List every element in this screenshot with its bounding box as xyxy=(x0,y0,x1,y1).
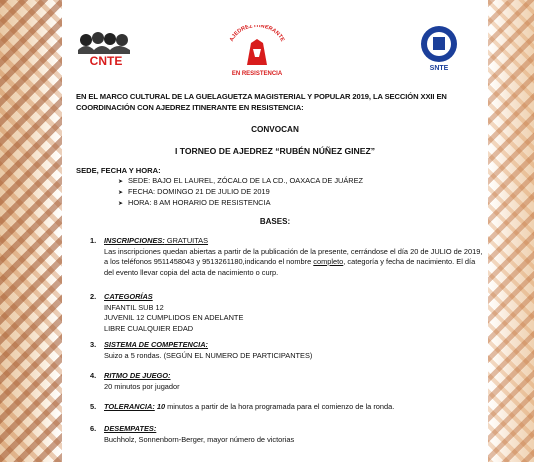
section-sistema: 3. SISTEMA DE COMPETENCIA: Suizo a 5 rondas. (SEGÚN EL NUMERO DE PARTICIPANTES) xyxy=(90,340,313,360)
tournament-title: I TORNEO DE AJEDREZ “RUBÉN NÚÑEZ GINEZ” xyxy=(174,146,376,156)
arrow-bullet-icon: ➤ xyxy=(118,190,124,196)
convocan-heading: CONVOCAN xyxy=(251,125,299,134)
svg-text:CNTE: CNTE xyxy=(89,54,123,68)
list-item: ➤ FECHA: DOMINGO 21 DE JULIO DE 2019 xyxy=(118,187,270,196)
section-ritmo: 4. RITMO DE JUEGO: 20 minutos por jugador xyxy=(90,371,180,391)
arrow-bullet-icon: ➤ xyxy=(118,201,124,207)
svg-text:AJEDREZ ITINERANTE: AJEDREZ ITINERANTE xyxy=(228,25,286,43)
section-inscripciones: 1. INSCRIPCIONES: GRATUITAS Las inscripciones quedan abiertas a partir de la publicación de la presente, cerrándose el día 20 de JULIO de 2019, a los teléfonos 9511458043 y 9513261180,indicando el nombre completo, categoría y fecha de nacimiento. El día del evento llevar copia del acta de nacimiento o curp. xyxy=(90,236,483,277)
section-heading: RITMO DE JUEGO: xyxy=(104,371,171,380)
section-heading: CATEGORÍAS xyxy=(104,292,153,301)
document-page xyxy=(62,0,488,462)
intro-paragraph: EN EL MARCO CULTURAL DE LA GUELAGUETZA MAGISTERIAL Y POPULAR 2019, LA SECCIÓN XXII EN COORDINACIÓN CON AJEDREZ ITINERANTE EN RESISTENCIA: xyxy=(76,92,447,112)
decorative-border-right xyxy=(488,0,534,462)
section-heading: SISTEMA DE COMPETENCIA: xyxy=(104,340,209,349)
ajedrez-itinerante-logo xyxy=(223,25,291,79)
list-item: ➤ SEDE: BAJO EL LAUREL, ZÓCALO DE LA CD., OAXACA DE JUÁREZ xyxy=(118,176,364,185)
section-heading: INSCRIPCIONES: xyxy=(104,236,165,245)
cnte-logo xyxy=(74,28,138,68)
svg-text:SNTE: SNTE xyxy=(429,65,449,72)
section-heading: TOLERANCIA: xyxy=(104,402,155,411)
bases-heading: BASES: xyxy=(259,217,291,226)
arrow-bullet-icon: ➤ xyxy=(118,179,124,185)
section-desempates: 6. DESEMPATES: Buchholz, Sonnenborn-Berger, mayor número de victorias xyxy=(90,424,295,444)
decorative-border-left xyxy=(0,0,62,462)
svg-text:EN RESISTENCIA: EN RESISTENCIA xyxy=(231,71,283,77)
sede-heading: SEDE, FECHA Y HORA: xyxy=(76,166,161,175)
section-tolerancia: 5. TOLERANCIA: 10 minutos a partir de la hora programada para el comienzo de la ronda. xyxy=(90,402,395,411)
sede-list xyxy=(118,176,363,209)
list-item: ➤ HORA: 8 AM HORARIO DE RESISTENCIA xyxy=(118,198,271,207)
section-categorias: 2. CATEGORÍAS INFANTIL SUB 12 JUVENIL 12 CUMPLIDOS EN ADELANTE LIBRE CUALQUIER EDAD xyxy=(90,292,244,333)
snte-logo xyxy=(418,24,460,74)
section-heading: DESEMPATES: xyxy=(104,424,157,433)
